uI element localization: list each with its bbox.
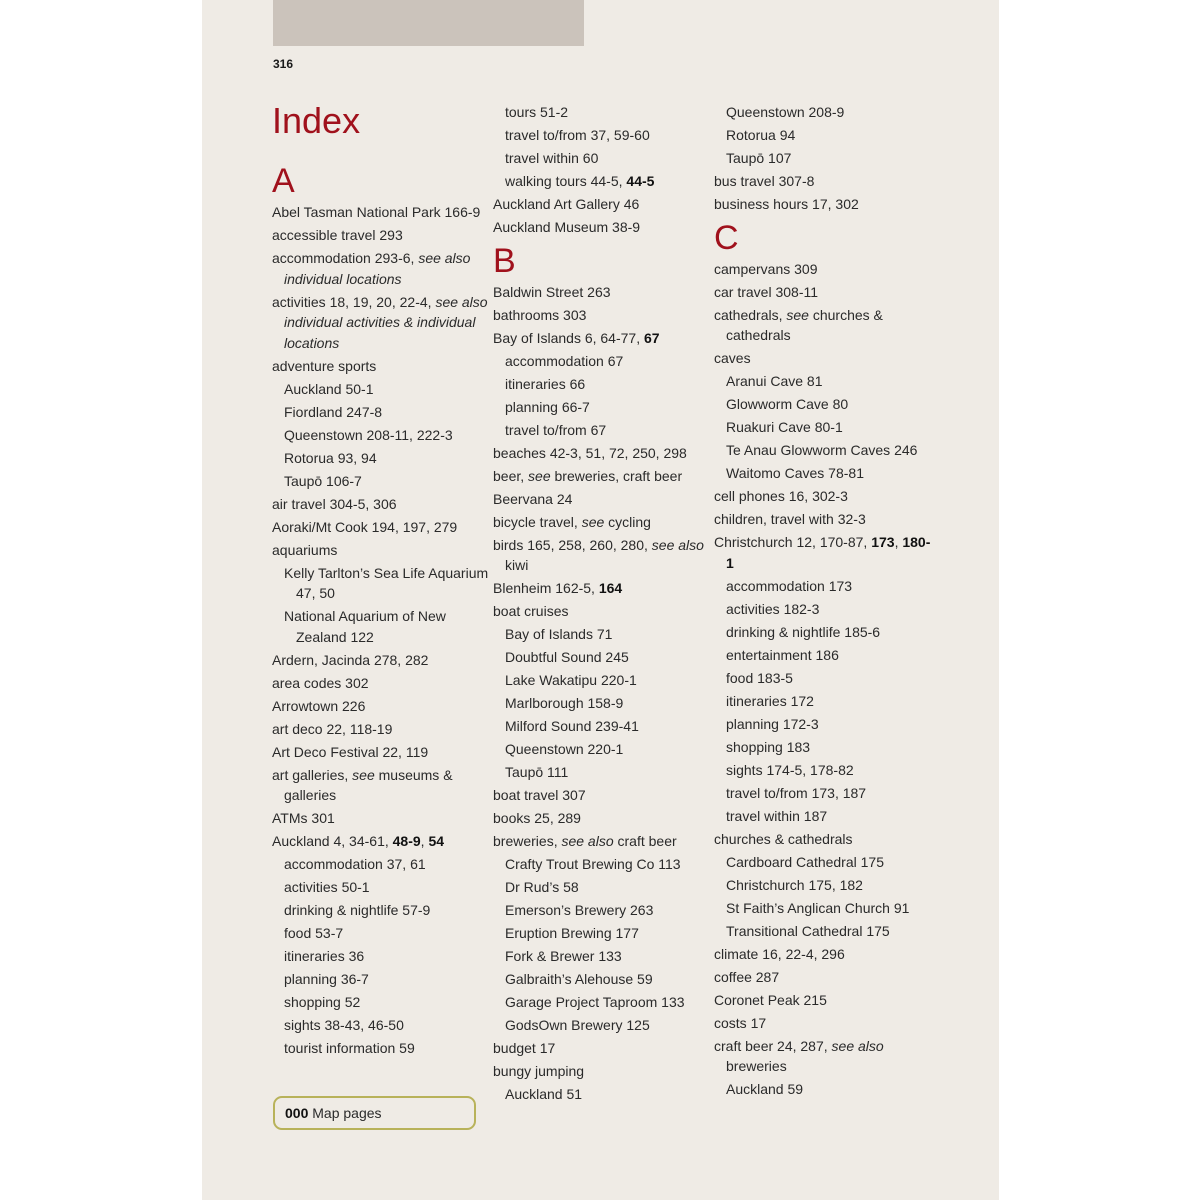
index-subentry: [714, 576, 934, 597]
index-subentry: [493, 374, 713, 395]
index-entry: [272, 719, 492, 740]
index-column-1: [272, 158, 492, 1061]
entry-text: aquariums: [272, 541, 338, 558]
index-subentry: [714, 417, 934, 438]
entry-text: Bay of Islands 6, 64-77,: [493, 329, 644, 346]
entry-text: Te Anau Glowworm Caves 246: [726, 442, 918, 458]
index-entry: [272, 540, 492, 561]
entry-text: sights 38-43, 46-50: [284, 1017, 404, 1033]
entry-text: Auckland Art Gallery 46: [493, 196, 640, 212]
entry-text: Coronet Peak 215: [714, 991, 827, 1008]
entry-text: cell phones 16, 302-3: [714, 488, 848, 504]
entry-text: tourist information 59: [284, 1040, 415, 1056]
entry-text: see also individual locations: [284, 250, 471, 287]
index-subentry: [272, 946, 492, 967]
entry-text: planning 36-7: [284, 971, 369, 987]
entry-text: St Faith’s Anglican Church 91: [726, 899, 910, 916]
entry-text: costs 17: [714, 1014, 767, 1031]
entry-text: Transitional Cathedral 175: [726, 922, 890, 939]
index-subentry: [493, 171, 713, 192]
entry-text: see: [581, 513, 605, 530]
entry-text: 44-5: [626, 173, 655, 189]
entry-text: Auckland 59: [726, 1081, 804, 1097]
index-entry: [714, 348, 934, 369]
entry-text: Christchurch 12, 170-87,: [714, 534, 872, 550]
entry-text: cycling: [604, 513, 651, 530]
entry-text: activities 18, 19, 20, 22-4,: [272, 293, 436, 310]
index-subentry: [714, 125, 934, 146]
index-subentry: [493, 351, 713, 372]
entry-text: drinking & nightlife 185-6: [726, 623, 881, 640]
entry-text: Waitomo Caves 78-81: [726, 465, 864, 481]
index-subentry: [493, 946, 713, 967]
entry-text: boat cruises: [493, 603, 569, 619]
entry-text: Auckland 50-1: [284, 380, 374, 397]
entry-text: Eruption Brewing 177: [505, 925, 639, 941]
entry-text: see also: [831, 1037, 884, 1054]
index-subentry: [714, 898, 934, 919]
index-subentry: [272, 471, 492, 492]
entry-text: area codes 302: [272, 674, 369, 691]
index-subentry: [272, 425, 492, 446]
entry-text: accommodation 293-6,: [272, 250, 419, 266]
entry-text: Auckland Museum 38-9: [493, 219, 641, 235]
index-subentry: [714, 371, 934, 392]
index-entry: [272, 650, 492, 671]
index-entry: [493, 578, 713, 599]
entry-text: accommodation 173: [726, 577, 853, 594]
index-subentry: [493, 854, 713, 875]
entry-text: see also individual activities & individual locations: [284, 293, 488, 351]
entry-text: food 183-5: [726, 669, 793, 686]
entry-text: accessible travel 293: [272, 227, 403, 243]
index-entry: [272, 202, 492, 223]
entry-text: Art Deco Festival 22, 119: [272, 743, 429, 760]
entry-text: entertainment 186: [726, 646, 839, 663]
index-entry: [714, 944, 934, 965]
entry-text: books 25, 289: [493, 810, 581, 826]
index-subentry: [493, 670, 713, 691]
index-entry: [493, 601, 713, 622]
entry-text: activities 182-3: [726, 600, 820, 617]
entry-text: Fork & Brewer 133: [505, 948, 622, 964]
entry-text: ,: [420, 833, 429, 849]
entry-text: Rotorua 93, 94: [284, 449, 377, 466]
page-title: Index: [272, 100, 361, 141]
entry-text: Cardboard Cathedral 175: [726, 853, 884, 870]
entry-text: bicycle travel,: [493, 513, 582, 530]
entry-text: planning 66-7: [505, 398, 590, 415]
index-entry: [714, 486, 934, 507]
index-subentry: [714, 691, 934, 712]
header-tab-block: [273, 0, 584, 46]
index-entry: [493, 808, 713, 829]
index-subentry: [493, 716, 713, 737]
entry-text: tours 51-2: [505, 104, 569, 120]
index-subentry: [272, 563, 492, 604]
index-subentry: [714, 875, 934, 896]
index-entry: [493, 535, 713, 576]
entry-text: ATMs 301: [272, 810, 335, 826]
index-subentry: [272, 402, 492, 423]
entry-text: accommodation 37, 61: [284, 856, 426, 872]
index-subentry: [714, 806, 934, 827]
index-subentry: [493, 923, 713, 944]
entry-text: art deco 22, 118-19: [272, 720, 393, 737]
index-subentry: [714, 394, 934, 415]
entry-text: 54: [428, 833, 445, 849]
index-entry: [272, 494, 492, 515]
entry-text: craft beer: [613, 833, 677, 849]
index-entry: [272, 517, 492, 538]
index-subentry: [493, 397, 713, 418]
entry-text: Rotorua 94: [726, 127, 796, 143]
section-letter: B: [493, 241, 516, 280]
index-entry: [714, 259, 934, 280]
entry-text: 173: [871, 534, 895, 550]
entry-text: museums & galleries: [284, 766, 453, 803]
entry-text: breweries,: [493, 833, 562, 849]
entry-text: kiwi: [505, 557, 529, 573]
index-entry: [493, 512, 713, 533]
index-subentry: [493, 1015, 713, 1036]
entry-text: activities 50-1: [284, 879, 370, 895]
entry-text: Dr Rud’s 58: [505, 879, 579, 895]
index-entry: [714, 1013, 934, 1034]
index-entry: [714, 532, 934, 573]
index-entry: [714, 171, 934, 192]
entry-text: Arrowtown 226: [272, 697, 366, 714]
index-subentry: [714, 622, 934, 643]
section-letter: A: [272, 162, 295, 200]
entry-text: birds 165, 258, 260, 280,: [493, 536, 652, 553]
section-letter: C: [714, 218, 739, 257]
index-entry: [493, 785, 713, 806]
entry-text: 67: [643, 329, 660, 346]
index-entry: [493, 194, 713, 215]
entry-text: beaches 42-3, 51, 72, 250, 298: [493, 444, 687, 461]
entry-text: Queenstown 208-9: [726, 104, 845, 120]
entry-text: travel to/from 173, 187: [726, 784, 867, 801]
entry-text: Galbraith’s Alehouse 59: [505, 971, 653, 987]
index-subentry: [493, 624, 713, 645]
index-entry: [493, 466, 713, 487]
entry-text: planning 172-3: [726, 715, 819, 732]
index-subentry: [493, 102, 713, 123]
index-entry: [714, 282, 934, 303]
index-subentry: [714, 645, 934, 666]
entry-text: beer,: [493, 467, 529, 484]
entry-text: breweries: [726, 1058, 787, 1074]
index-entry: [493, 831, 713, 852]
index-subentry: [272, 877, 492, 898]
index-subentry: [493, 877, 713, 898]
index-subentry: [714, 463, 934, 484]
index-subentry: [272, 606, 492, 647]
entry-text: 48-9: [392, 833, 421, 849]
index-entry: [272, 673, 492, 694]
entry-text: art galleries,: [272, 766, 353, 783]
index-entry: [493, 217, 713, 238]
index-subentry: [272, 379, 492, 400]
entry-text: Ruakuri Cave 80-1: [726, 419, 843, 435]
entry-text: travel within 60: [505, 150, 599, 166]
index-subentry: [714, 668, 934, 689]
entry-text: see: [528, 467, 551, 484]
entry-text: Auckland 4, 34-61,: [272, 833, 393, 849]
index-subentry: [493, 1084, 713, 1105]
index-subentry: [714, 1079, 934, 1100]
index-subentry: [493, 647, 713, 668]
entry-text: food 53-7: [284, 925, 344, 941]
index-entry: [272, 356, 492, 377]
entry-text: Milford Sound 239-41: [505, 718, 639, 734]
entry-text: see: [352, 766, 375, 783]
index-entry: [714, 305, 934, 346]
index-subentry: [493, 969, 713, 990]
entry-text: budget 17: [493, 1040, 556, 1056]
entry-text: Aranui Cave 81: [726, 373, 823, 389]
index-entry: [493, 328, 713, 349]
index-entry: [714, 194, 934, 215]
index-entry: [714, 1036, 934, 1077]
entry-text: churches & cathedrals: [714, 830, 853, 847]
entry-text: Bay of Islands 71: [505, 626, 613, 642]
index-subentry: [714, 783, 934, 804]
index-entry: [714, 967, 934, 988]
index-entry: [493, 1038, 713, 1059]
entry-text: shopping 183: [726, 738, 811, 755]
index-subentry: [493, 992, 713, 1013]
entry-text: walking tours 44-5,: [505, 173, 627, 189]
entry-text: Taupō 111: [505, 764, 569, 780]
entry-text: see also: [561, 833, 614, 849]
entry-text: travel to/from 37, 59-60: [505, 127, 650, 143]
index-entry: [272, 808, 492, 829]
entry-text: Abel Tasman National Park 166-9: [272, 204, 481, 220]
entry-text: Christchurch 175, 182: [726, 876, 863, 893]
index-entry: [493, 305, 713, 326]
entry-text: climate 16, 22-4, 296: [714, 945, 845, 962]
index-subentry: [714, 440, 934, 461]
entry-text: Doubtful Sound 245: [505, 649, 629, 665]
index-entry: [272, 248, 492, 289]
entry-text: Kelly Tarlton’s Sea Life Aquarium 47, 50: [284, 564, 489, 601]
index-subentry: [493, 148, 713, 169]
entry-text: Crafty Trout Brewing Co 113: [505, 856, 681, 872]
entry-text: Taupō 107: [726, 150, 792, 166]
index-entry: [493, 489, 713, 510]
index-entry: [493, 282, 713, 303]
index-subentry: [714, 148, 934, 169]
entry-text: Lake Wakatipu 220-1: [505, 672, 637, 688]
entry-text: campervans 309: [714, 260, 818, 277]
entry-text: children, travel with 32-3: [714, 511, 866, 527]
entry-text: Fiordland 247-8: [284, 403, 383, 420]
index-column-3: [714, 102, 934, 1102]
entry-text: Glowworm Cave 80: [726, 396, 849, 412]
entry-text: itineraries 66: [505, 375, 586, 392]
entry-text: shopping 52: [284, 994, 361, 1010]
entry-text: boat travel 307: [493, 787, 586, 803]
index-subentry: [272, 992, 492, 1013]
entry-text: Queenstown 220-1: [505, 741, 624, 757]
entry-text: breweries, craft beer: [550, 467, 683, 484]
entry-text: travel within 187: [726, 807, 828, 824]
entry-text: Baldwin Street 263: [493, 283, 611, 300]
entry-text: cathedrals,: [714, 306, 787, 323]
index-entry: [272, 831, 492, 852]
entry-text: 180-1: [726, 534, 931, 571]
index-subentry: [714, 852, 934, 873]
entry-text: Taupō 106-7: [284, 472, 362, 489]
entry-text: Emerson’s Brewery 263: [505, 902, 654, 918]
entry-text: Garage Project Taproom 133: [505, 994, 685, 1010]
map-pages-legend: [273, 1096, 476, 1130]
index-entry: [493, 1061, 713, 1082]
index-entry: [272, 696, 492, 717]
index-subentry: [714, 737, 934, 758]
index-subentry: [493, 900, 713, 921]
index-subentry: [272, 969, 492, 990]
map-legend-text: Map pages: [308, 1105, 382, 1121]
entry-text: bus travel 307-8: [714, 173, 815, 189]
index-entry: [493, 443, 713, 464]
index-subentry: [493, 420, 713, 441]
entry-text: see also: [651, 536, 704, 553]
page-number: 316: [273, 57, 294, 71]
entry-text: Ardern, Jacinda 278, 282: [272, 651, 429, 668]
index-subentry: [714, 760, 934, 781]
entry-text: caves: [714, 350, 751, 366]
index-entry: [272, 292, 492, 354]
map-legend-number: 000: [285, 1105, 309, 1121]
index-subentry: [493, 125, 713, 146]
index-subentry: [272, 1038, 492, 1059]
entry-text: ,: [894, 534, 903, 550]
index-subentry: [272, 900, 492, 921]
index-subentry: [493, 693, 713, 714]
index-subentry: [714, 102, 934, 123]
entry-text: Blenheim 162-5,: [493, 580, 599, 596]
entry-text: bungy jumping: [493, 1063, 585, 1079]
entry-text: car travel 308-11: [714, 283, 819, 300]
index-entry: [714, 990, 934, 1011]
index-subentry: [272, 923, 492, 944]
entry-text: sights 174-5, 178-82: [726, 761, 854, 778]
entry-text: 164: [598, 580, 623, 596]
index-entry: [272, 765, 492, 806]
entry-text: GodsOwn Brewery 125: [505, 1017, 650, 1033]
entry-text: itineraries 36: [284, 948, 365, 964]
index-subentry: [272, 1015, 492, 1036]
index-subentry: [714, 714, 934, 735]
entry-text: churches & cathedrals: [726, 306, 883, 343]
index-subentry: [272, 448, 492, 469]
entry-text: Aoraki/Mt Cook 194, 197, 279: [272, 518, 458, 535]
index-subentry: [714, 921, 934, 942]
entry-text: National Aquarium of New Zealand 122: [284, 608, 446, 645]
index-entry: [272, 742, 492, 763]
entry-text: Marlborough 158-9: [505, 695, 624, 711]
entry-text: see: [786, 306, 809, 323]
index-entry: [714, 509, 934, 530]
entry-text: adventure sports: [272, 357, 377, 374]
index-subentry: [272, 854, 492, 875]
index-entry: [272, 225, 492, 246]
index-subentry: [493, 762, 713, 783]
entry-text: Queenstown 208-11, 222-3: [284, 426, 453, 443]
entry-text: coffee 287: [714, 968, 780, 985]
index-entry: [714, 829, 934, 850]
entry-text: Auckland 51: [505, 1086, 583, 1102]
index-subentry: [493, 739, 713, 760]
entry-text: bathrooms 303: [493, 306, 587, 323]
index-column-2: [493, 102, 713, 1107]
entry-text: itineraries 172: [726, 692, 814, 709]
entry-text: drinking & nightlife 57-9: [284, 902, 431, 918]
entry-text: travel to/from 67: [505, 421, 607, 438]
index-subentry: [714, 599, 934, 620]
entry-text: business hours 17, 302: [714, 196, 859, 212]
entry-text: accommodation 67: [505, 352, 624, 369]
entry-text: craft beer 24, 287,: [714, 1037, 832, 1054]
entry-text: Beervana 24: [493, 490, 573, 507]
entry-text: air travel 304-5, 306: [272, 495, 397, 512]
